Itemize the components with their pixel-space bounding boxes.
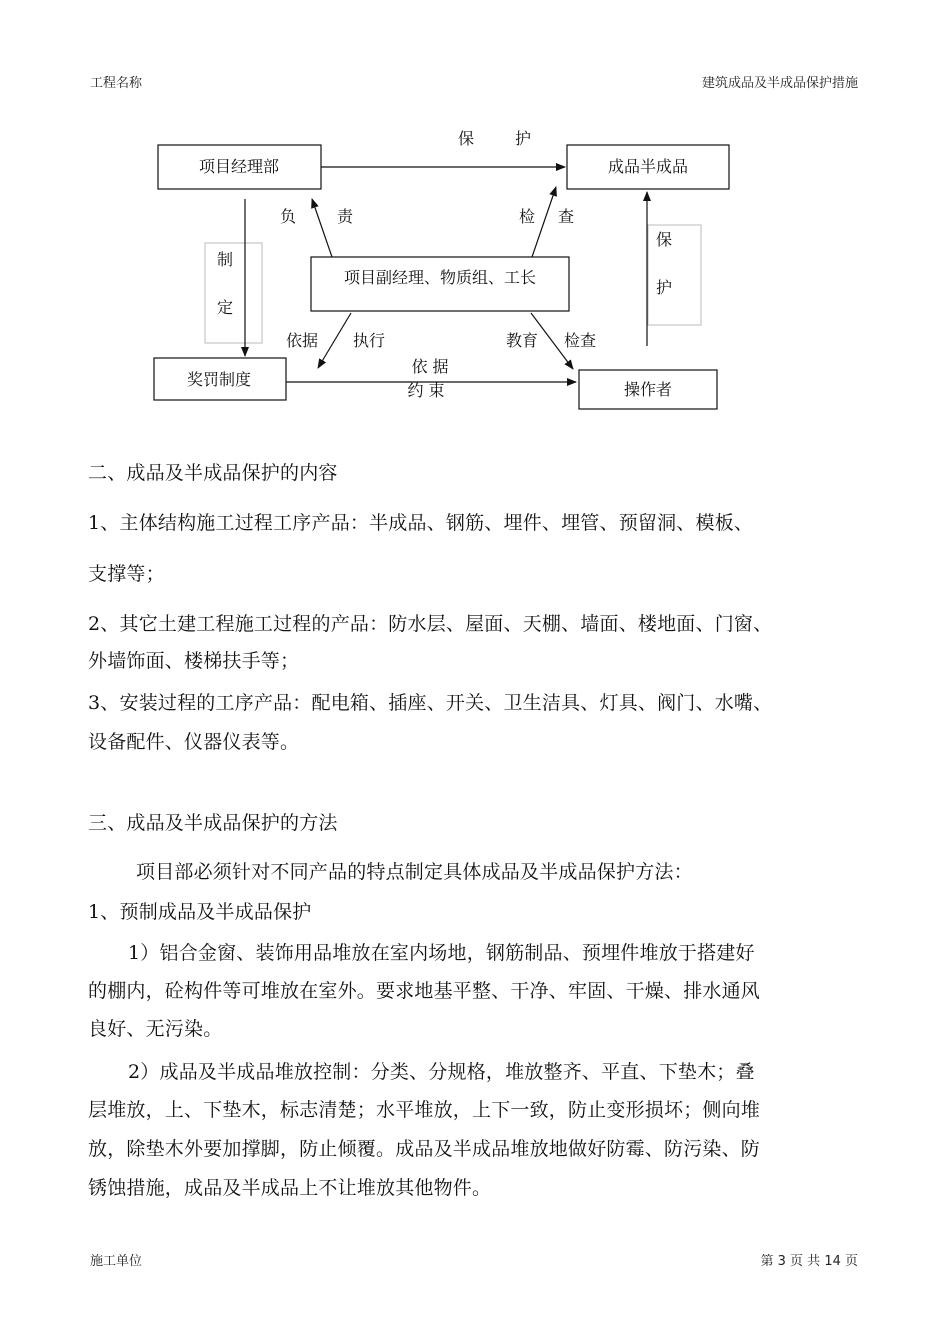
node-deputy: 项目副经理、物质组、工长 (343, 268, 537, 287)
label-protect-top-2: 护 (514, 129, 532, 148)
para-1-line-3: 良好、无污染。 (88, 1018, 223, 1040)
label-protect-side-2: 护 (655, 278, 673, 297)
node-reward-punish: 奖罚制度 (186, 370, 252, 389)
label-basis: 依据 (285, 331, 319, 350)
item-2-line-1: 2、其它土建工程施工过程的产品：防水层、屋面、天棚、墙面、楼地面、门窗、 (88, 613, 773, 635)
label-inspect-1: 检 (518, 207, 536, 226)
label-formulate-2: 定 (216, 298, 234, 317)
label-formulate-1: 制 (216, 250, 234, 269)
label-protect-top-1: 保 (457, 129, 475, 148)
formulate-label-box (205, 243, 262, 343)
label-educate: 教育 (505, 331, 539, 350)
arrow-deputy-to-reward (318, 313, 351, 368)
protection-organization-diagram (0, 0, 950, 440)
subsection-1-heading: 1、预制成品及半成品保护 (88, 901, 312, 923)
item-1-line-1: 1、主体结构施工过程工序产品：半成品、钢筋、埋件、埋管、预留洞、模板、 (88, 512, 754, 534)
label-responsible-1: 负 (279, 207, 297, 226)
header-document-title: 建筑成品及半成品保护措施 (701, 76, 858, 91)
item-3-line-1: 3、安装过程的工序产品：配电箱、插座、开关、卫生洁具、灯具、阀门、水嘴、 (88, 692, 773, 714)
label-check: 检查 (563, 331, 597, 350)
item-3-line-2: 设备配件、仪器仪表等。 (88, 731, 300, 753)
para-2-line-2: 层堆放，上、下垫木，标志清楚；水平堆放，上下一致，防止变形损坏；侧向堆 (88, 1099, 761, 1121)
para-2-line-3: 放，除垫木外要加撑脚，防止倾覆。成品及半成品堆放地做好防霉、防污染、防 (88, 1138, 761, 1160)
footer-page-number: 第 3 页 共 14 页 (760, 1254, 858, 1269)
section-2-heading: 二、成品及半成品保护的内容 (88, 462, 338, 484)
node-operator: 操作者 (623, 380, 673, 399)
label-execute: 执行 (352, 331, 386, 350)
label-inspect-2: 查 (557, 207, 575, 226)
node-project-manager: 项目经理部 (198, 157, 280, 176)
arrow-deputy-to-manager (312, 199, 332, 257)
section-3-heading: 三、成品及半成品保护的方法 (88, 812, 338, 834)
label-protect-side-1: 保 (655, 230, 673, 249)
label-responsible-2: 责 (336, 207, 354, 226)
section-3-intro: 项目部必须针对不同产品的特点制定具体成品及半成品保护方法： (136, 861, 693, 883)
para-1-line-2: 的棚内，砼构件等可堆放在室外。要求地基平整、干净、牢固、干燥、排水通风 (88, 980, 761, 1002)
para-2-line-1: 2）成品及半成品堆放控制：分类、分规格，堆放整齐、平直、下垫木；叠 (128, 1061, 755, 1083)
header-project-name: 工程名称 (90, 76, 143, 91)
label-basis-bottom: 依 据 (411, 357, 449, 376)
item-2-line-2: 外墙饰面、楼梯扶手等； (88, 650, 300, 672)
para-2-line-4: 锈蚀措施，成品及半成品上不让堆放其他物件。 (88, 1177, 492, 1199)
arrow-deputy-to-products (532, 187, 556, 257)
item-1-line-2: 支撑等； (88, 563, 165, 585)
footer-construction-unit: 施工单位 (90, 1254, 143, 1269)
label-constrain: 约 束 (407, 381, 445, 400)
node-products: 成品半成品 (607, 157, 689, 176)
para-1-line-1: 1）铝合金窗、装饰用品堆放在室内场地，钢筋制品、预埋件堆放于搭建好 (128, 942, 755, 964)
